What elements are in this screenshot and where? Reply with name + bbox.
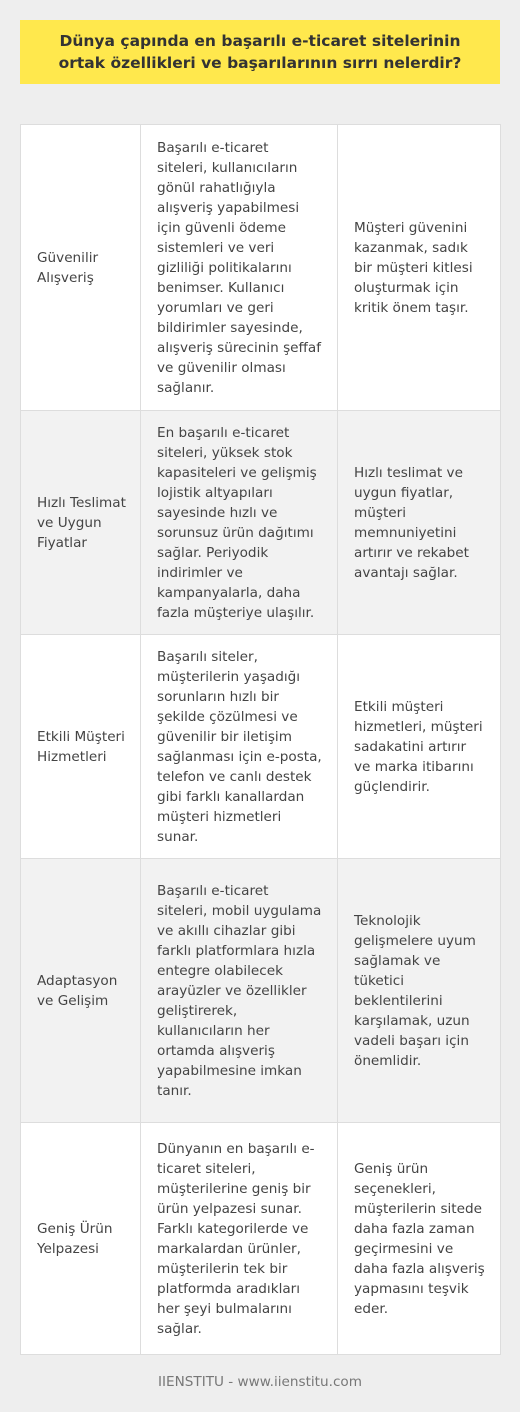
description-cell: Başarılı e-ticaret siteleri, kullanıcıların gönül rahatlığıyla alışveriş yapabilmesi için güvenli ödeme sistemleri ve veri gizliliği politikalarını benimser. Kullanıcı yorumları ve geri bildirimler sayesinde, alışveriş sürecinin şeffaf ve güvenilir olması sağlanır. — [141, 125, 338, 411]
table-row — [21, 411, 501, 635]
feature-cell: Adaptasyon ve Gelişim — [21, 859, 141, 1123]
feature-table — [20, 124, 500, 1355]
feature-cell: Güvenilir Alışveriş — [21, 125, 141, 411]
impact-cell: Geniş ürün seçenekleri, müşterilerin sitede daha fazla zaman geçirmesini ve daha fazla alışveriş yapmasını teşvik eder. — [338, 1123, 501, 1355]
description-cell: Dünyanın en başarılı e-ticaret siteleri, müşterilerine geniş bir ürün yelpazesi sunar. Farklı kategorilerde ve markalardan ürünler, müşterilerin tek bir platformda aradıkları her şeyi bulmalarını sağlar. — [141, 1123, 338, 1355]
impact-cell: Etkili müşteri hizmetleri, müşteri sadakatini artırır ve marka itibarını güçlendirir. — [338, 635, 501, 859]
table-row — [21, 125, 501, 411]
table-row — [21, 1123, 501, 1355]
footer-credit: IIENSTITU - www.iienstitu.com — [158, 1374, 362, 1390]
description-cell: Başarılı siteler, müşterilerin yaşadığı sorunların hızlı bir şekilde çözülmesi ve güvenilir bir iletişim sağlanması için e-posta, telefon ve canlı destek gibi farklı kanallardan müşteri hizmetleri sunar. — [141, 635, 338, 859]
description-cell: En başarılı e-ticaret siteleri, yüksek stok kapasiteleri ve gelişmiş lojistik altyapıları sayesinde hızlı ve sorunsuz ürün dağıtımı sağlar. Periyodik indirimler ve kampanyalarla, daha fazla müşteriye ulaşılır. — [141, 411, 338, 635]
description-cell: Başarılı e-ticaret siteleri, mobil uygulama ve akıllı cihazlar gibi farklı platformlara hızla entegre olabilecek arayüzler ve özellikler geliştirerek, kullanıcıların her ortamda alışveriş yapabilmesine imkan tanır. — [141, 859, 338, 1123]
impact-cell: Müşteri güvenini kazanmak, sadık bir müşteri kitlesi oluşturmak için kritik önem taşır. — [338, 125, 501, 411]
impact-cell: Teknolojik gelişmelere uyum sağlamak ve tüketici beklentilerini karşılamak, uzun vadeli başarı için önemlidir. — [338, 859, 501, 1123]
page-title: Dünya çapında en başarılı e-ticaret sitelerinin ortak özellikleri ve başarılarının sırrı nelerdir? — [58, 32, 462, 72]
table-row — [21, 635, 501, 859]
feature-cell: Etkili Müşteri Hizmetleri — [21, 635, 141, 859]
feature-cell: Hızlı Teslimat ve Uygun Fiyatlar — [21, 411, 141, 635]
table-row — [21, 859, 501, 1123]
title-banner — [20, 20, 500, 84]
feature-cell: Geniş Ürün Yelpazesi — [21, 1123, 141, 1355]
impact-cell: Hızlı teslimat ve uygun fiyatlar, müşteri memnuniyetini artırır ve rekabet avantajı sağlar. — [338, 411, 501, 635]
